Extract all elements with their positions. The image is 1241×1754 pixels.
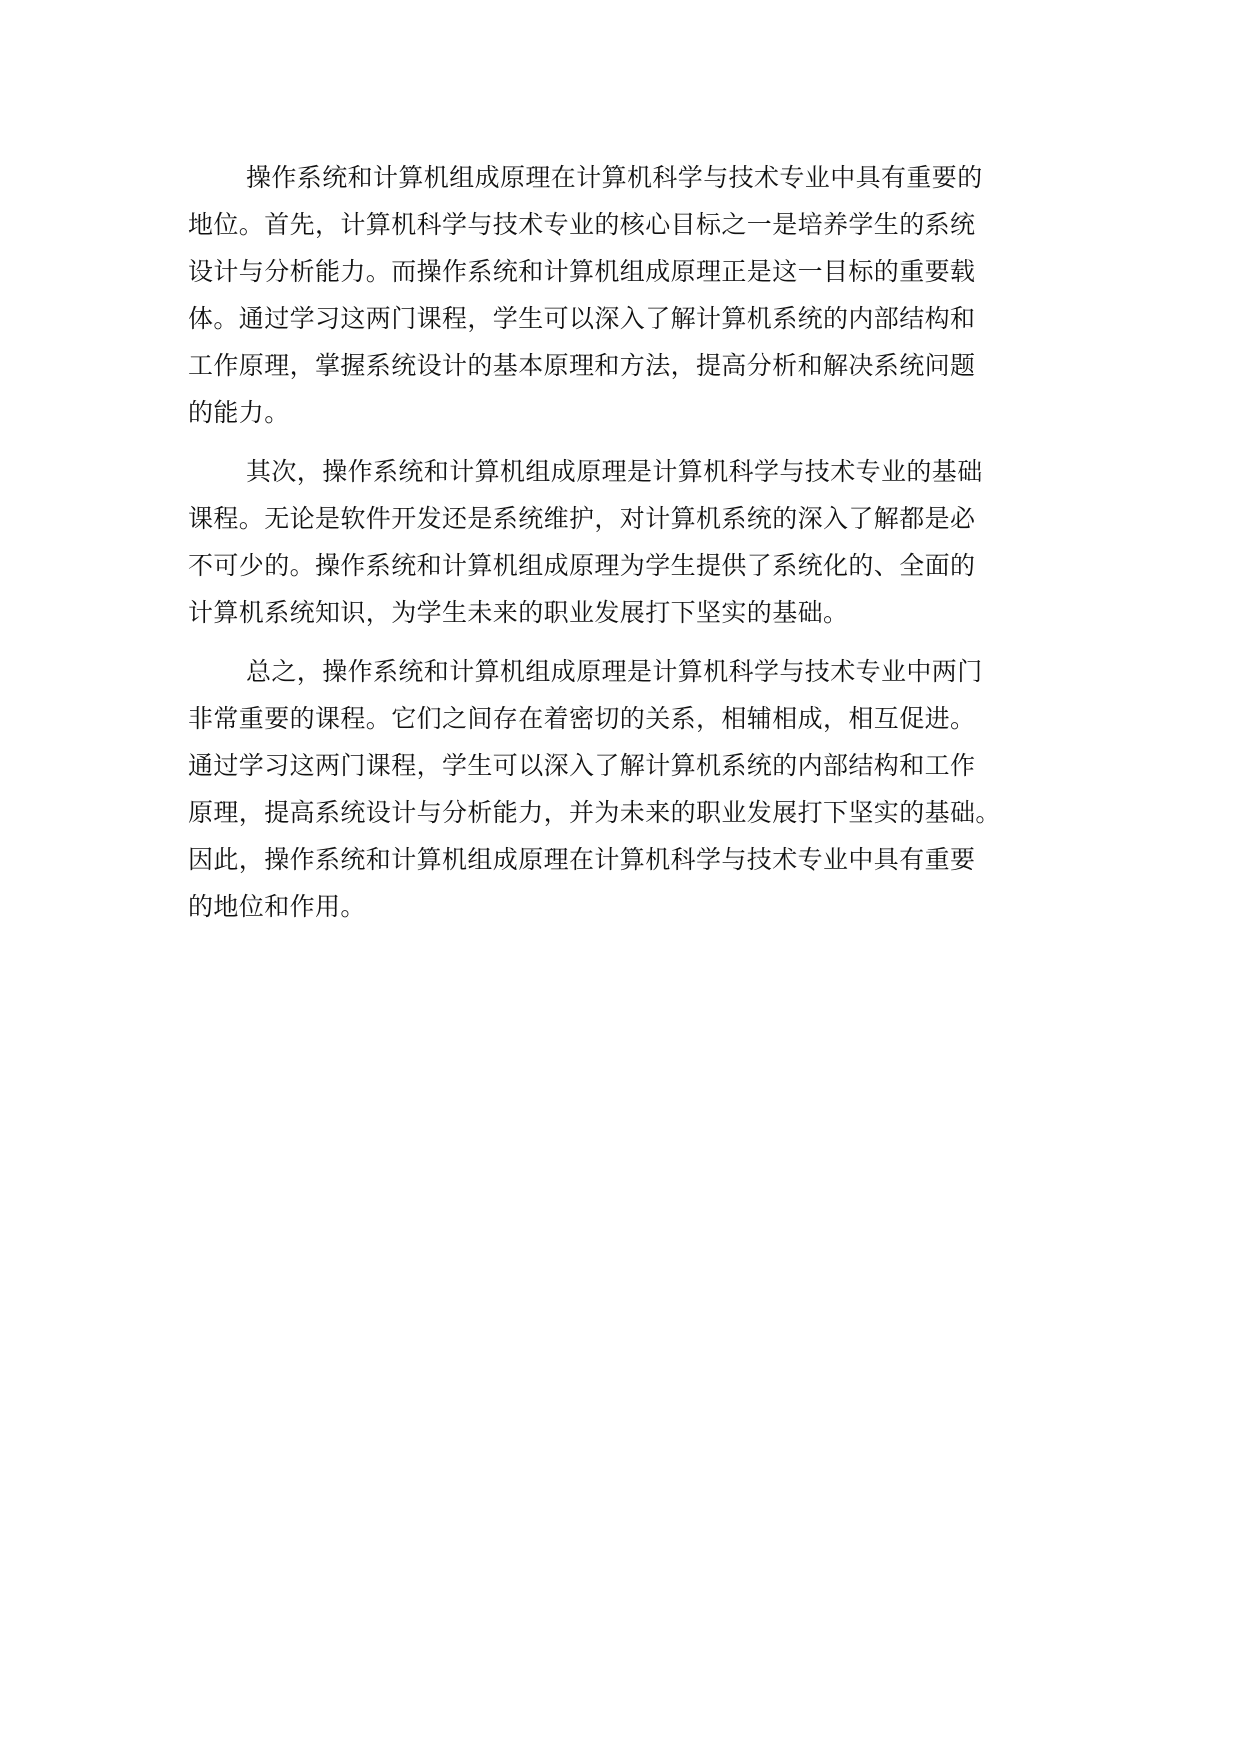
text-line: 工作原理，掌握系统设计的基本原理和方法，提高分析和解决系统问题 (188, 351, 976, 380)
text-line: 的能力。 (188, 398, 290, 427)
text-line: 不可少的。操作系统和计算机组成原理为学生提供了系统化的、全面的 (188, 551, 976, 580)
text-line: 操作系统和计算机组成原理在计算机科学与技术专业中具有重要的 (246, 163, 983, 192)
text-line: 计算机系统知识，为学生未来的职业发展打下坚实的基础。 (188, 598, 849, 627)
text-line: 设计与分析能力。而操作系统和计算机组成原理正是这一目标的重要载 (188, 257, 976, 286)
text-line: 非常重要的课程。它们之间存在着密切的关系，相辅相成，相互促进。 (188, 704, 976, 733)
text-line: 原理，提高系统设计与分析能力，并为未来的职业发展打下坚实的基础。 (188, 798, 1001, 827)
paragraph-1 (188, 154, 1068, 436)
paragraph-3 (188, 648, 1068, 930)
text-line: 其次，操作系统和计算机组成原理是计算机科学与技术专业的基础 (246, 457, 983, 486)
text-line: 总之，操作系统和计算机组成原理是计算机科学与技术专业中两门 (246, 657, 983, 686)
text-line: 体。通过学习这两门课程，学生可以深入了解计算机系统的内部结构和 (188, 304, 976, 333)
text-line: 课程。无论是软件开发还是系统维护，对计算机系统的深入了解都是必 (188, 504, 976, 533)
text-line: 因此，操作系统和计算机组成原理在计算机科学与技术专业中具有重要 (188, 845, 976, 874)
document-body (188, 154, 1068, 942)
paragraph-2 (188, 448, 1068, 636)
text-line: 地位。首先，计算机科学与技术专业的核心目标之一是培养学生的系统 (188, 210, 976, 239)
text-line: 的地位和作用。 (188, 892, 366, 921)
text-line: 通过学习这两门课程，学生可以深入了解计算机系统的内部结构和工作 (188, 751, 976, 780)
